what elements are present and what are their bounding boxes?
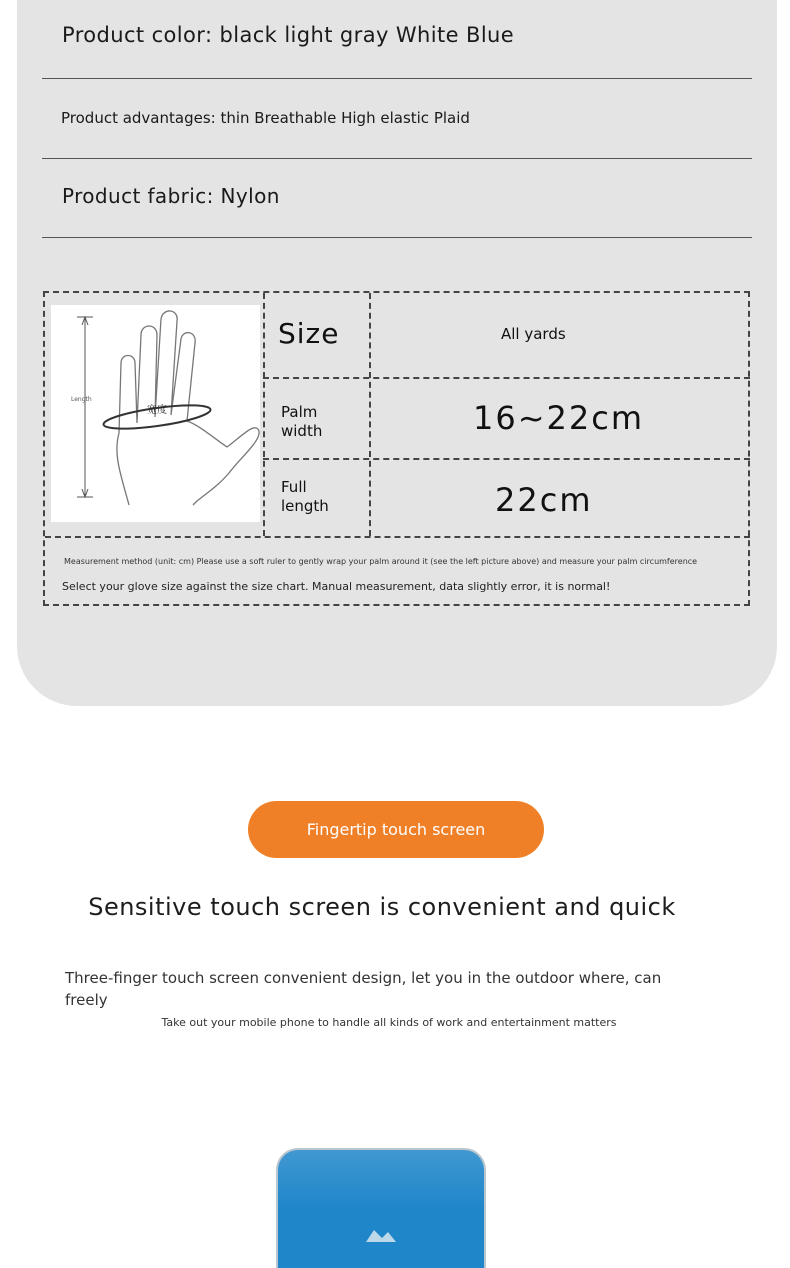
fingertip-touch-badge: Fingertip touch screen (248, 801, 544, 858)
full-length-value: 22cm (495, 481, 593, 519)
palm-width-value: 16~22cm (473, 399, 645, 437)
spec-row-fabric (42, 159, 752, 238)
size-value: All yards (501, 325, 566, 343)
full-length-label-line2: length (281, 497, 329, 515)
table-divider (263, 458, 750, 460)
full-length-label (281, 478, 329, 516)
palm-width-label-line1: Palm (281, 403, 318, 421)
width-label: 宽度 (147, 405, 167, 416)
feature-description-secondary: Take out your mobile phone to handle all kinds of work and entertainment matters (161, 1016, 617, 1029)
hand-measurement-image (51, 305, 260, 522)
table-divider (263, 293, 265, 536)
palm-width-label-line2: width (281, 422, 323, 440)
spec-row-advantages (42, 79, 752, 159)
spec-advantages-text: Product advantages: thin Breathable High elastic Plaid (61, 109, 470, 127)
table-divider (45, 536, 750, 538)
spec-row-color (42, 0, 752, 79)
spec-fabric-text: Product fabric: Nylon (62, 184, 280, 208)
table-divider (369, 293, 371, 536)
length-label: Length (71, 396, 92, 403)
spec-color-text: Product color: black light gray White Blue (62, 23, 515, 47)
feature-description: Three-finger touch screen convenient design, let you in the outdoor where, can freely (65, 969, 662, 1009)
selection-note: Select your glove size against the size chart. Manual measurement, data slightly error, it is normal! (62, 580, 611, 593)
phone-image (276, 1148, 486, 1268)
size-chart-table (43, 291, 750, 606)
feature-headline: Sensitive touch screen is convenient and quick (88, 893, 676, 921)
measurement-note: Measurement method (unit: cm) Please use a soft ruler to gently wrap your palm around it (see the left picture above) and measure your palm circumference (64, 557, 698, 566)
table-divider (263, 377, 750, 379)
size-header: Size (278, 317, 340, 350)
hand-outline-icon (51, 305, 260, 522)
palm-width-label (281, 403, 322, 441)
phone-screen-icon (278, 1150, 484, 1250)
full-length-label-line1: Full (281, 478, 307, 496)
